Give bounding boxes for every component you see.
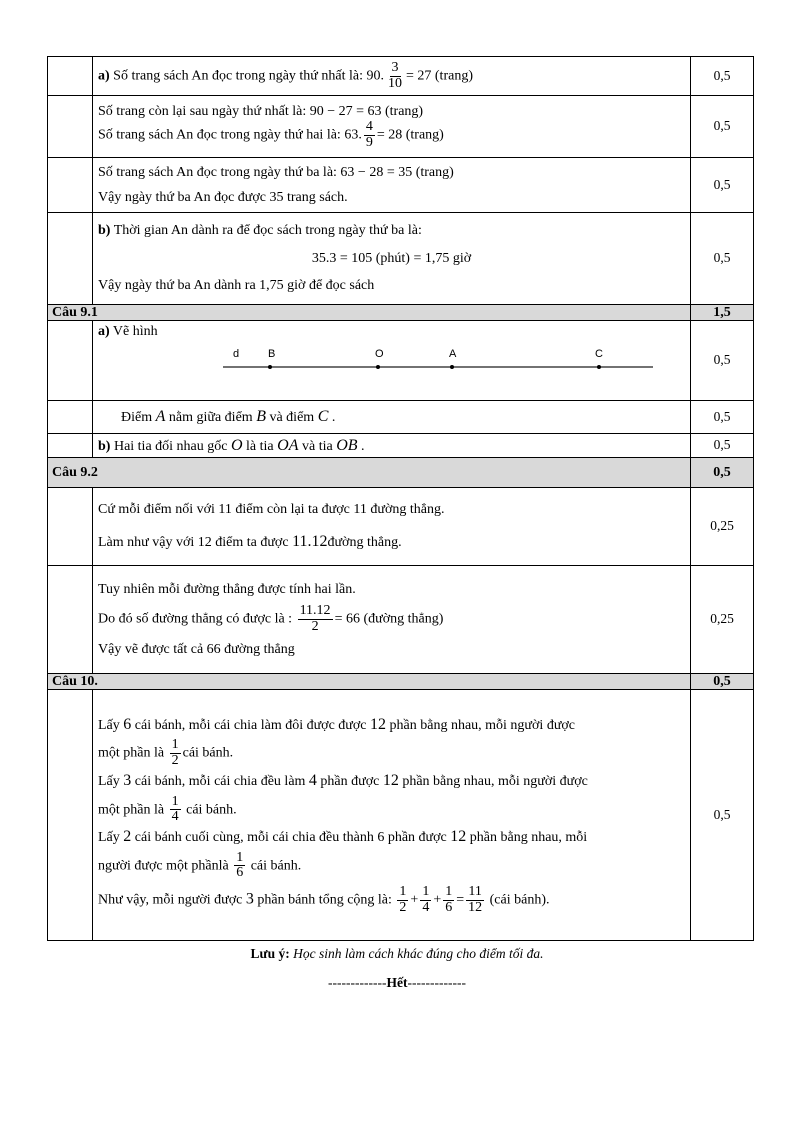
table-row: Lấy 6 cái bánh, mỗi cái chia làm đôi được được 12 phần bằng nhau, mỗi người được một phần là $\frac{1}{2}$ cái bánh. Lấy 3 cái bánh, mỗi cái chia đều làm 4 phần được 12 phần bằng nhau, mỗi người được một phần là $\frac{1}{4}$ cái bánh. Lấy 2 cái bánh cuối cùng, mỗi cái chia đều thành 6 phần được 12 phần bằng nhau, mỗi người được một phầnlà $\frac{1}{6}$ cái bánh. Như vậy, mỗi người được 3 phần bánh tổng cộng là: $\frac{1}{2}$ + $\frac{1}{4}$ + $\frac{1}{6}$ = $\frac{11}{12}$ (cái bánh). 0,5: [48, 690, 754, 941]
fraction: $\frac{1}{6}$: [445, 884, 453, 915]
fraction: $\frac{1}{6}$: [236, 849, 244, 881]
score-cell: 0,5: [691, 321, 754, 401]
fraction: $\frac{1}{4}$: [171, 793, 179, 825]
table-row: Tuy nhiên mỗi đường thẳng được tính hai lần. Do đó số đường thẳng có được là : $\frac{11.12}{2}$ = 66 (đường thẳng) Vậy vẽ được tất cả 66 đường thẳng 0,25: [48, 566, 754, 674]
table-row: Số trang còn lại sau ngày thứ nhất là: 90 − 27 = 63 (trang) Số trang sách An đọc trong ngày thứ hai là: 63. $\frac{4}{9}$ = 28 (trang) 0,5: [48, 96, 754, 158]
table-row: a) Số trang sách An đọc trong ngày thứ nhất là: 90. $\frac{3}{10}$ = 27 (trang) 0,5: [48, 57, 754, 96]
score-cell: 0,5: [691, 158, 754, 213]
fraction: $\frac{11.12}{2}$: [299, 603, 331, 634]
table-row: b) Thời gian An dành ra để đọc sách trong ngày thứ ba là: 35.3 = 105 (phút) = 1,75 giờ Vậy ngày thứ ba An dành ra 1,75 giờ để đọc sách 0,5: [48, 213, 754, 305]
score-cell: 0,5: [691, 401, 754, 434]
answer-table: [47, 56, 754, 941]
score-cell: 0,5: [691, 690, 754, 941]
figure-label: d: [233, 348, 240, 360]
table-row: Số trang sách An đọc trong ngày thứ ba là: 63 − 28 = 35 (trang) Vậy ngày thứ ba An đọc được 35 trang sách. 0,5: [48, 158, 754, 213]
score-cell: 0,25: [691, 566, 754, 674]
score-cell: 0,5: [691, 96, 754, 158]
figure-label: C: [595, 348, 603, 360]
table-row: Điểm A nằm giữa điểm B và điểm C . 0,5: [48, 401, 754, 434]
figure-label: A: [449, 348, 457, 360]
score-cell: 0,25: [691, 488, 754, 566]
score-cell: 0,5: [691, 57, 754, 96]
part-label: a): [98, 68, 110, 84]
fraction: $\frac{3}{10}$: [388, 59, 402, 91]
end-marker: -------------Hết-------------: [328, 975, 466, 990]
score-cell: 0,5: [691, 434, 754, 458]
section-header: Câu 9.1 1,5: [48, 305, 754, 321]
point-O: [376, 365, 380, 369]
figure-label: B: [268, 348, 276, 360]
fraction: $\frac{1}{4}$: [422, 884, 430, 915]
fraction: $\frac{4}{9}$: [365, 119, 373, 150]
table-row: b) Hai tia đối nhau gốc O là tia OA và tia OB . 0,5: [48, 434, 754, 458]
point-A: [450, 365, 454, 369]
point-C: [597, 365, 601, 369]
footnote: Lưu ý: Học sinh làm cách khác đúng cho điểm tối đa.: [250, 946, 544, 961]
line-figure: [163, 347, 683, 393]
fraction: $\frac{11}{12}$: [468, 884, 483, 915]
score-cell: 0,5: [691, 213, 754, 305]
fraction: $\frac{1}{2}$: [399, 884, 407, 915]
point-B: [268, 365, 272, 369]
section-header: Câu 9.2 0,5: [48, 458, 754, 488]
section-header: Câu 10. 0,5: [48, 674, 754, 690]
fraction: $\frac{1}{2}$: [171, 737, 179, 769]
table-row: Cứ mỗi điểm nối với 11 điểm còn lại ta được 11 đường thẳng. Làm như vậy với 12 điểm ta được 11.12đường thẳng. 0,25: [48, 488, 754, 566]
table-row: a) Vẽ hình d B O A C 0,5: [48, 321, 754, 401]
figure-label: O: [375, 348, 384, 360]
